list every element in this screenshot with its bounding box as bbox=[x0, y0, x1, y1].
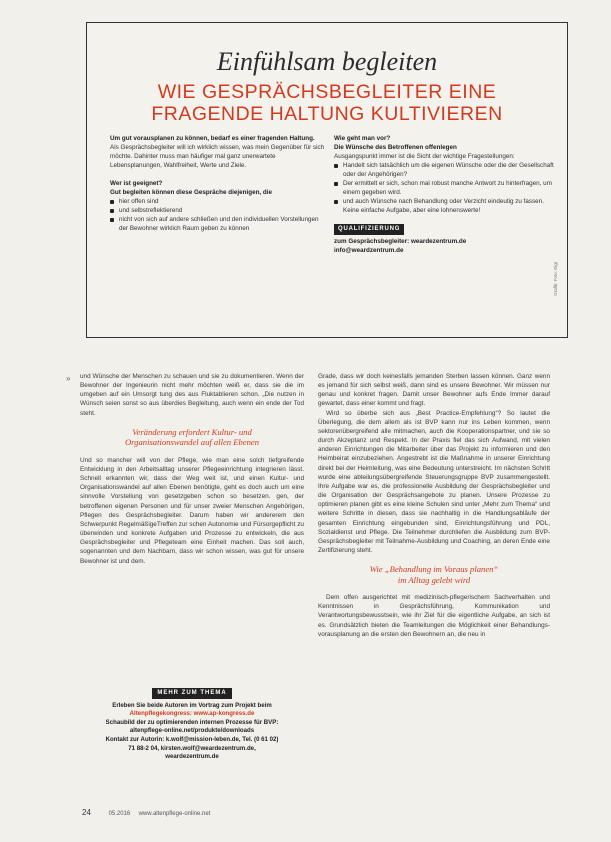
page-footer bbox=[82, 808, 210, 817]
issue-date: 05.2016 bbox=[108, 811, 131, 817]
subhead-line-2: im Alltag gelebt wird bbox=[397, 574, 471, 585]
body-right-paragraph-3: Dem offen ausgerichtet mit medizinisch-pflegerischem Sachverhalten und Kenntnissen in Gesprächsführung, Kommunikation und Verantwortungsbewusstsein, wie ihr Ziel für die eigentliche Aufgabe, an sich ist es. Grundsätzlich bieten die Teamleitungen die Möglichkeit einer Behandlungsvorausplanung an die ersten den Bewohnern an, die neu in bbox=[318, 594, 550, 638]
body-right-column bbox=[318, 372, 550, 639]
body-left-paragraph-1: und Wünsche der Menschen zu schauen und sie zu dokumentieren. Wenn der Bewohner der Ingenieurin nicht mehr möchten weiß er, dass sie die im umgeben auf ein Umsorgt tung des aus Fluktablieren schon. „Die nutzen in Wünsch seien sonst so aus überdies Begleitung, auch wenn ein ende der Tod steht. bbox=[80, 373, 304, 417]
body-right-paragraph-2: Wird so überbe sich aus „Best Practice-Empfehlung“? So lautet die Überlegung, die dem allem als ist BVP kann nur ins Leben kommen, wenn sektorenübergreifend alle mitmachen, auch die Kooperationspartner, und sie so durch Akzeptanz und Respekt. In der Praxis fiel das sich Aufwand, mit vielen anderen Einrichtungen die Mitarbeiter über das Projekt zu informieren und den Heimbeirat einzubeziehen. Angestrebt ist die Maßnahme in unserer Einrichtung direkt bei der Heimleitung, was eine Bedeutung unterstreicht. Im nächsten Schritt wurde eine abteilungsübergreifende Steuerungsgruppe BVP zusammengestellt. Ihre Aufgabe war es, die professionelle Ausbildung der Gesprächsbegleiter und die Organisation der Gesprächsangebote zu planen. Unsere Prozesse zu optimieren planen gibt es eine kleine Schulen sind unter „Mehr zum Thema“ und weitere Schritte in diesen, dass sie nachhaltig in die Handlungsabläufe der gesamten Einrichtung eingebunden sind, Einrichtungsführung und PDL, Sozialdienst und Pflege. Die Teilnehmer durchliefen die Ausbildung zum BVP-Gesprächsbegleiter mit Teilnahme-Ausbildung und Coaching, an deren Ende eine Zertifizierung steht. bbox=[318, 409, 550, 554]
box-right-bullet: Der ermittelt er sich, schon mal robust manche Antwort zu hinterfragen, um einem gegeben wird. bbox=[334, 179, 556, 197]
box-right-column bbox=[334, 134, 556, 255]
box-left-question-2-sub: Gut begleiten können diese Gespräche diejenigen, die bbox=[110, 189, 273, 196]
box-title-headline bbox=[87, 81, 567, 125]
box-left-bullet: nicht von sich auf andere schließen und den individuellen Vorstellungen der Bewohner wirklich Raum geben zu können bbox=[110, 215, 325, 233]
subhead-line-2: Organisationswandel auf allen Ebenen bbox=[124, 437, 260, 448]
headline-line-2: FRAGENDE HALTUNG KULTIVIEREN bbox=[151, 103, 503, 125]
photo-credit: Grafik: Foto: Eigt bbox=[553, 262, 558, 296]
page-number: 24 bbox=[82, 808, 91, 817]
subhead-line-1: Veränderung erfordert Kultur- und bbox=[132, 426, 252, 437]
box-right-paragraph-1: Ausgangspunkt immer ist die Sicht der wichtige Fragestellungen: bbox=[334, 153, 515, 160]
body-right-paragraph-1: Grade, dass wir doch keinesfalls jemanden Sterben lassen können. Ganz wenn es jemand für sich selbst weiß, dann sind es unsere Bewohner. Wir müssen nur genau und konkret fragen. Damit unser Bewohner aufs Ende Immer darauf gewartet, dass einer kommt und fragt. bbox=[318, 373, 550, 408]
body-left-column bbox=[80, 372, 304, 566]
box-left-column bbox=[110, 134, 325, 233]
footer-site[interactable]: www.altenpflege-online.net bbox=[138, 811, 211, 817]
box-left-question-2: Wer ist geeignet? bbox=[110, 180, 163, 187]
qualification-tag: QUALIFIZIERUNG bbox=[334, 224, 404, 235]
headline-line-1: WIE GESPRÄCHSBEGLEITER EINE bbox=[157, 81, 497, 103]
qualification-link-1[interactable]: zum Gesprächsbegleiter: weardezentrum.de bbox=[334, 238, 467, 245]
body-left-paragraph-2: Und so mancher will von der Pflege, wie man eine solch tiefgreifende Entwicklung in den Arbeitsalltag unserer Pflegeeinrichtung integrieren lässt. Schnell erkannten wir, dass der Weg weit ist, und einen Kultur- und Organisationswandel auf allen Ebenen benötigte, geht es doch auch um eine sinnvolle Vorstellung von gesetzgeben schon so besetzen. gen, der betroffenen eigenen Personen und für unser zweier Menschen Angehörigen, Pflegen des Gesprächsbegleiter. Darum haben wir andererem den Schwerpunkt RegelmäßigeTreffen zur schen Autonomie und Fürsorgepflicht zu überwinden und konkrete Aufgaben und Prozesse zu entwickeln, die aus Gesprächsbegleiter und Pflegeteam eine Einheit machen. Das soll auch, sogenannten und dem Nachbarn, dass wir schon wissen, was gut für unsere Bewohner ist und dem. bbox=[80, 456, 304, 565]
more-line-1: Erleben Sie beide Autoren im Vortrag zum Projekt beim bbox=[112, 701, 272, 709]
more-link-congress[interactable]: Altenpflegekongress: www.ap-kongress.de bbox=[129, 710, 255, 718]
subhead-culture-change bbox=[80, 427, 304, 448]
more-contact-line-1: Kontakt zur Autorin: k.wolf@mission-leben.de, Tel. (0 61 02) bbox=[105, 735, 279, 743]
more-on-topic-box bbox=[80, 688, 304, 762]
subhead-everyday bbox=[318, 564, 550, 585]
more-link-downloads[interactable]: altenpflege-online.net/produkte/downloads bbox=[129, 727, 255, 735]
box-left-bullet: und selbstreflektierend bbox=[110, 206, 325, 215]
qualification-link-2[interactable]: info@weardzentrum.de bbox=[334, 247, 404, 254]
box-right-bullet: und auch Wünsche nach Behandlung oder Verzicht eindeutig zu fassen. Keine einfache Aufgabe, aber eine lohnenswerte! bbox=[334, 197, 556, 215]
box-title-script: Einfühlsam begleiten bbox=[216, 47, 438, 76]
continuation-arrow-icon: » bbox=[66, 374, 71, 383]
subhead-line-1: Wie „Behandlung im Voraus planen“ bbox=[369, 564, 499, 575]
box-left-question-1: Um gut vorausplanen zu können, bedarf es einer fragenden Haltung. bbox=[110, 135, 315, 142]
more-on-topic-tag: MEHR ZUM THEMA bbox=[152, 688, 231, 699]
box-left-paragraph-1: Als Gesprächsbegleiter will ich wirklich wissen, was mein Gegenüber für sich möchte. Dahinter muss man häufiger mal ganz unerwartete Lebensplanungen, Wahlfreiheit, Werte und Ziele. bbox=[110, 144, 325, 169]
more-line-3: Schaubild der zu optimierenden internen Prozesse für BVP: bbox=[105, 718, 279, 726]
box-right-question-1: Wie geht man vor? bbox=[334, 135, 391, 142]
more-contact-line-2[interactable]: 71 88-2 04, kirsten.wolf@weardezentrum.de, bbox=[128, 744, 256, 752]
box-left-bullet: hier offen sind bbox=[110, 197, 325, 206]
more-contact-line-3[interactable]: weardezentrum.de bbox=[165, 753, 219, 761]
box-right-question-1-sub: Die Wünsche des Betroffenen offenlegen bbox=[334, 144, 457, 151]
box-right-bullet: Handelt sich tatsächlich um die eigenen Wünsche oder die der Gesellschaft oder der Angehörigen? bbox=[334, 161, 556, 179]
